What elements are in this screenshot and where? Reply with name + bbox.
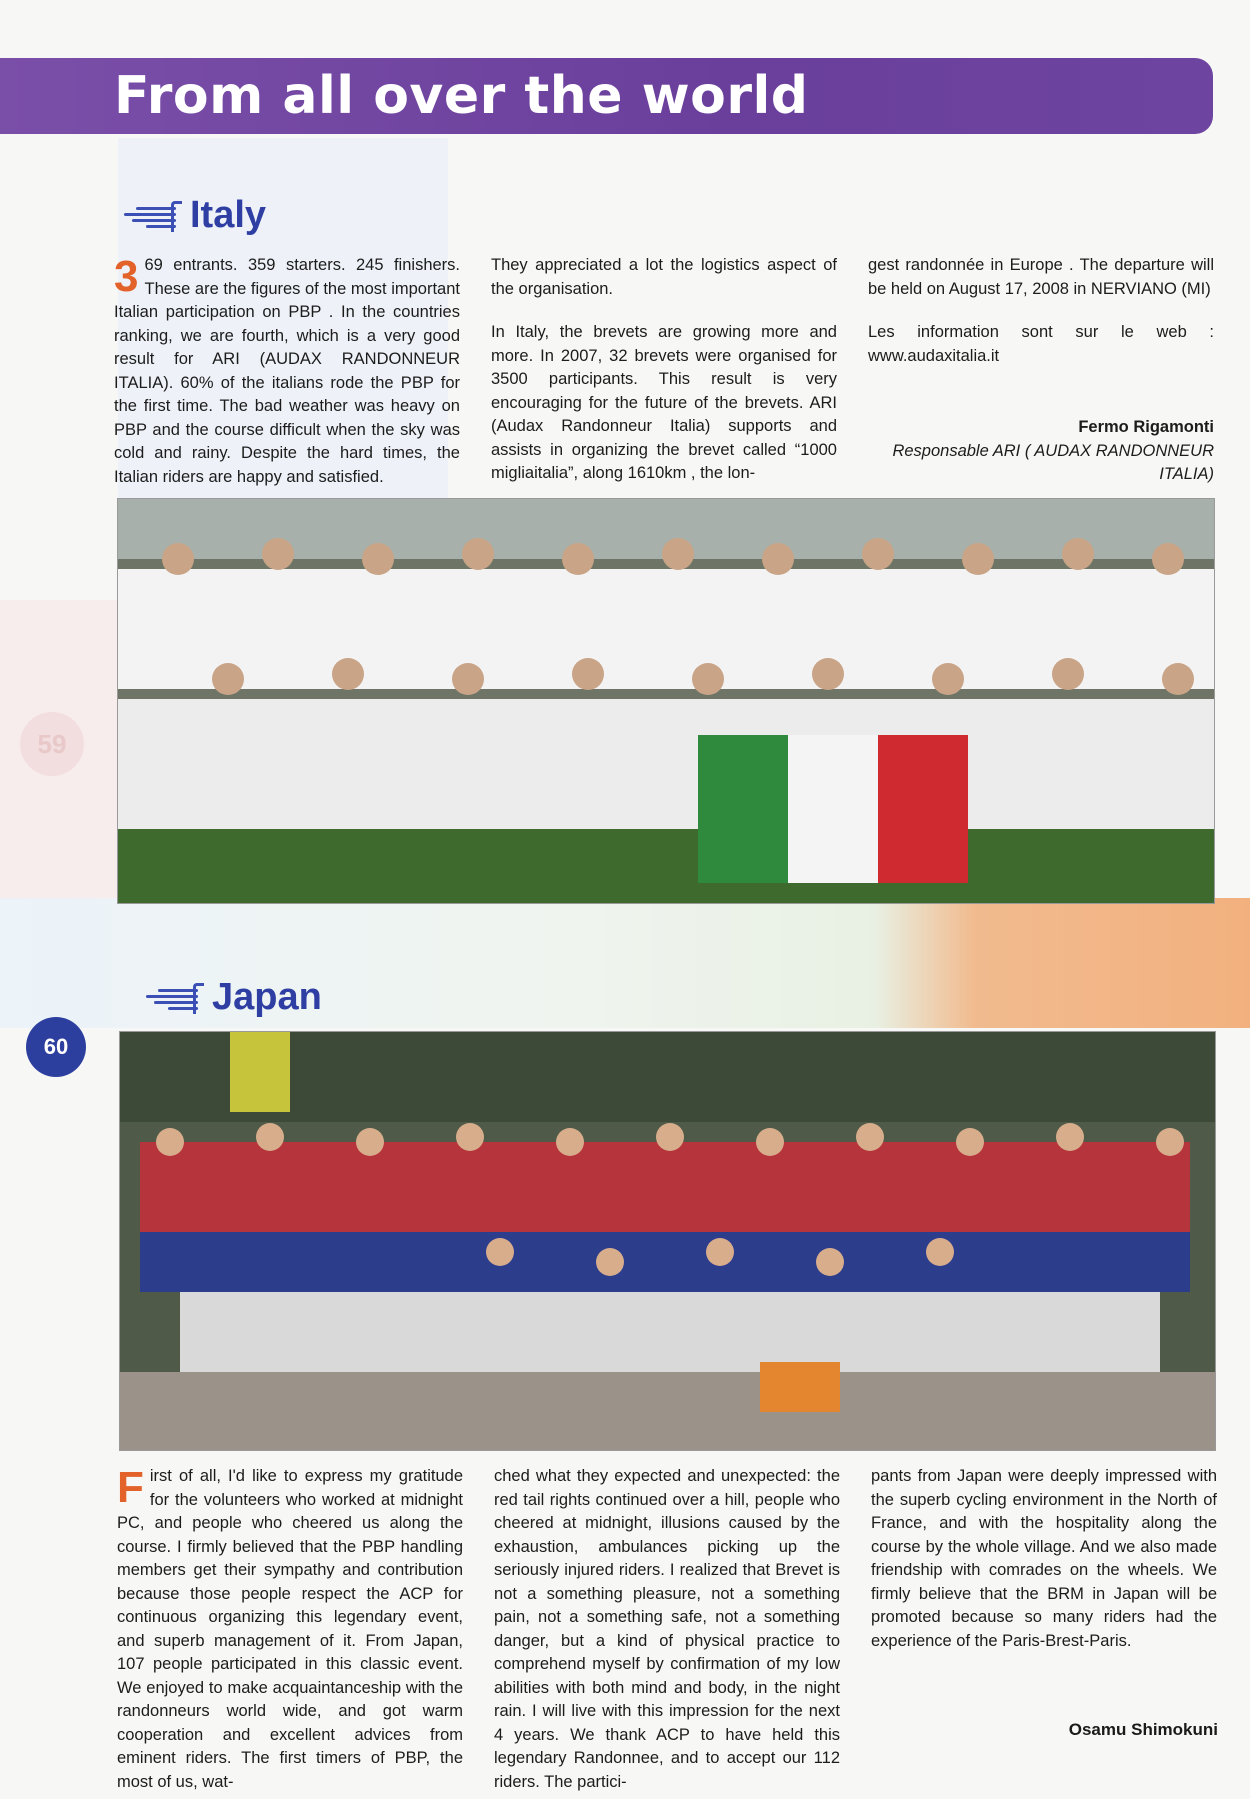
japan-column-3 (871, 1465, 1217, 1653)
page-number-badge: 60 (26, 1017, 86, 1077)
signature-name: Fermo Rigamonti (1078, 418, 1214, 436)
japan-group-photo (119, 1031, 1216, 1451)
cyclist-speed-icon (118, 201, 182, 231)
dropcap: 3 (114, 252, 139, 301)
ghost-page-number: 59 (20, 712, 84, 776)
signature-role: Responsable ARI ( AUDAX RANDONNEUR ITALIA) (892, 441, 1214, 483)
page-title: From all over the world (114, 66, 809, 126)
cyclist-speed-icon (140, 983, 204, 1013)
japan-text-1: irst of all, I'd like to express my gratitude for the volunteers who worked at midnight PC, and people who cheered us along the course. I firmly believed that the PBP handling members get their sympathy and contribution because those people respect the ACP for continuous organizing this legendary event, and superb management of it. From Japan, 107 people participated in this classic event. We enjoyed to make acquaintanceship with the randonneurs world wide, and got warm cooperation and excellent advices from eminent riders. The first timers of PBP, the most of us, wat- (117, 1467, 463, 1791)
japan-text-2: ched what they expected and unexpected: the red tail rights continued over a hill, people who cheered at midnight, illusions caused by the exhaustion, ambulances picking up the seriously injured riders. I realized that Brevet is not a something pleasure, not a something pain, not a something safe, not a something danger, but a kind of physical practice to comprehend myself by confirmation of my low abilities with both mind and body, in the night rain. I will live with this impression for the next 4 years. We thank ACP to have held this legendary Randonnee, and to accept our 112 riders. The partici- (494, 1467, 840, 1791)
japan-title: Japan (212, 976, 322, 1018)
japan-text-3: pants from Japan were deeply impressed with the superb cycling environment in the North of France, and with the hospitality along the course by the whole village. And we also made friendship with comrades on the wheels. We firmly believe that the BRM in Japan will be promoted because so many riders had the experience of the Paris-Brest-Paris. (871, 1467, 1217, 1650)
italy-title: Italy (190, 194, 267, 236)
italy-text-2b: In Italy, the brevets are growing more and more. In 2007, 32 brevets were organised for 3500 participants. This result is very encouraging for the future of the brevets. ARI (Audax Randonneur Italia) supports and assists in organizing the brevet called “1000 migliaitalia”, along 1610km , the lon- (491, 323, 837, 482)
italy-group-photo (117, 498, 1215, 904)
italy-heading (118, 194, 266, 237)
italy-text-3b: Les information sont sur le web : www.audaxitalia.it (868, 323, 1214, 365)
japan-author: Osamu Shimokuni (1068, 1720, 1218, 1739)
italy-text-2a: They appreciated a lot the logistics aspect of the organisation. (491, 256, 837, 298)
italy-text-1: 69 entrants. 359 starters. 245 finishers. These are the figures of the most important Italian participation on PBP . In the countries ranking, we are fourth, which is a very good result for ARI (AUDAX RANDONNEUR ITALIA). 60% of the italians rode the PBP for the first time. The bad weather was heavy on PBP and the course difficult when the sky was cold and rainy. Despite the hard times, the Italian riders are happy and satisfied. (114, 256, 460, 486)
japan-column-2 (494, 1465, 840, 1794)
italy-text-3a: gest randonnée in Europe . The departure will be held on August 17, 2008 in NERVIANO (MI) (868, 256, 1214, 298)
italy-column-2 (491, 254, 837, 506)
italy-column-3 (868, 254, 1214, 487)
title-banner (0, 58, 1213, 134)
italy-column-1 (114, 254, 460, 489)
japan-heading (140, 976, 322, 1019)
japan-column-1 (117, 1465, 463, 1794)
dropcap: F (117, 1463, 144, 1512)
